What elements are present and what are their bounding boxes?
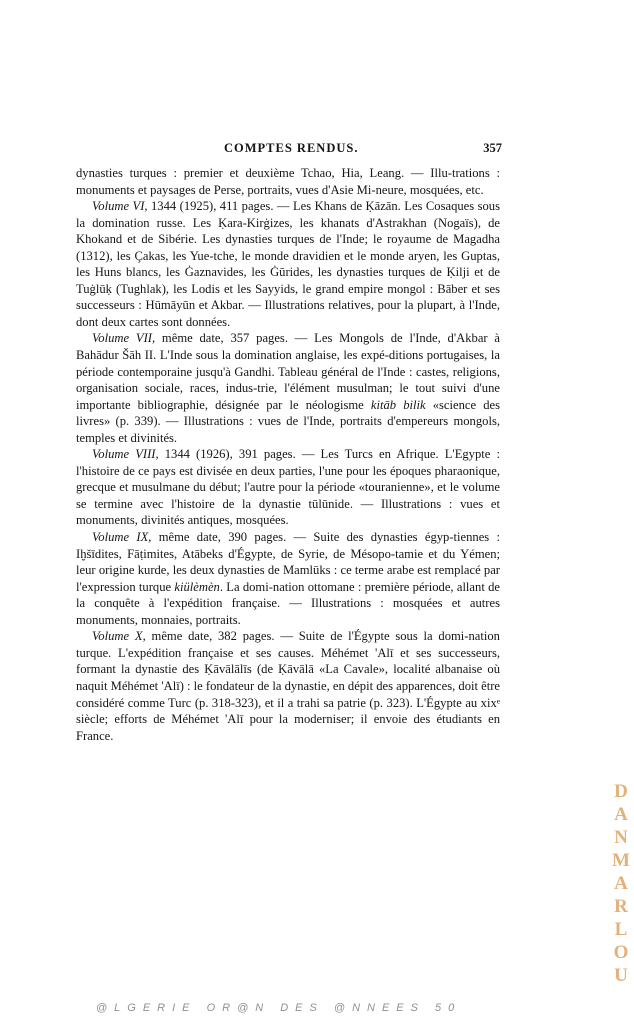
paragraph-volume-vi <box>76 198 500 330</box>
volume-heading: Volume VI, <box>92 199 148 214</box>
volume-heading: Volume X, <box>92 629 146 644</box>
stamp-letter: D <box>614 781 628 802</box>
stamp-letter: M <box>612 850 630 871</box>
running-header <box>78 141 502 159</box>
stamp-letter: A <box>614 873 628 894</box>
paragraph-text: dynasties turques : premier et deuxième Tchao, Hia, Leang. — Illu-trations : monuments et paysages de Perse, portraits, vues d'Asie Mi-neure, mosquées, etc. <box>76 166 500 197</box>
paragraph-volume-viii <box>76 446 500 529</box>
stamp-letter: R <box>614 896 628 917</box>
italic-term: kitāb bilik <box>370 397 426 412</box>
volume-heading: Volume IX, <box>92 530 152 545</box>
paragraph-text: 1344 (1925), 411 pages. — Les Khans de Ḳāzān. Les Cosaques sous la domination russe. Les Ḳara-Kirġizes, les khanats d'Astrakhan (Nogaïs), de Khokand et de Sibérie. Les dynasties turques de l'Inde; le royaume de Magadha (1312), les Çakas, les Yue-tche, le monde dravidien et le monde aryen, les Guptas, les Huns blancs, les Ġaznavides, les Ġūrides, les dynasties turques de Ḳilji et de Tuġlūḳ (Tughlak), les Lodis et les Sayyids, le grand empire mongol : Bāber et ses successeurs : Hūmāyūn et Akbar. — Illustrations relatives, pour la plupart, à l'Inde, dont deux cartes sont données. <box>76 199 500 329</box>
paragraph-text: 1344 (1926), 391 pages. — Les Turcs en Afrique. L'Egypte : l'histoire de ce pays est divisée en deux parties, l'une pour les époques pharaonique, grecque et musulmane du début; l'autre pour la période «touranienne», et le volume se termine avec l'histoire de la dynastie tūlūnide. — Illustrations : vues et monuments, divinités antiques, mosquées. <box>76 447 500 528</box>
paragraph-volume-vii <box>76 330 500 446</box>
stamp-letter: L <box>614 919 628 940</box>
stamp-letter: U <box>614 965 628 986</box>
paragraph-text-tail: . La domi-nation ottomane : première période, allant de la conquête à l'expédition française. — Illustrations : mosquées et autres monuments, monnaies, portraits. <box>76 579 500 627</box>
volume-heading: Volume VIII, <box>92 447 159 462</box>
stamp-letter: O <box>613 942 629 963</box>
paragraph-volume-x <box>76 628 500 744</box>
running-title: COMPTES RENDUS. <box>224 141 359 155</box>
paragraph-text: même date, 357 pages. — Les Mongols de l'Inde, d'Akbar à Bahādur Šāh II. L'Inde sous la domination anglaise, les expé-ditions portugaises, la période contemporaine jusqu'à Gandhi. Tableau général de l'Inde : castes, religions, organisation sociale, races, indus-trie, l'élément musulman; le tout suivi d'une importante bibliographie, désignée par le néologisme <box>76 331 500 412</box>
paragraph-continuation <box>76 165 500 198</box>
review-text <box>76 165 500 744</box>
italic-term: kiülèmèn <box>174 579 220 594</box>
paragraph-text: même date, 390 pages. — Suite des dynasties égyp-tiennes : Iḫšīdites, Fāṭimites, Atābeks d'Égypte, de Syrie, de Mésopo-tamie et du Yémen; leur origine kurde, les deux dynasties de Mamlūks : ce terme arabe est remplacé par l'expression turque <box>76 530 501 594</box>
paragraph-volume-ix <box>76 529 500 628</box>
paragraph-text: même date, 382 pages. — Suite de l'Égypte sous la domi-nation turque. L'expédition française et ses causes. Méhémet 'Alī et ses successeurs, formant la dynastie des Ḳāvālālīs (de Ḳāvālā «La Cavale», localité albanaise où naquit Méhémet 'Alī) : le fondateur de la dynastie, en dépit des apparences, doit être considéré comme Turc (p. 318-323), et il a trahi sa patrie (p. 323). L'Égypte au xixᵉ siècle; efforts de Méhémet 'Alī pour la moderniser; il envoie des étudiants en France. <box>76 629 501 743</box>
page-number: 357 <box>483 141 502 155</box>
stamp-letter: N <box>614 827 628 848</box>
stamp-letter: A <box>614 804 628 825</box>
footer-watermark: @LGERIE OR@N DES @NNEES 50 <box>96 1002 462 1014</box>
side-watermark-stamp <box>609 780 633 987</box>
volume-heading: Volume VII, <box>92 331 156 346</box>
paragraph-text-tail: «science des livres» (p. 339). — Illustrations : vues de l'Inde, portraits d'empereurs mongols, temples et divinités. <box>76 397 501 445</box>
